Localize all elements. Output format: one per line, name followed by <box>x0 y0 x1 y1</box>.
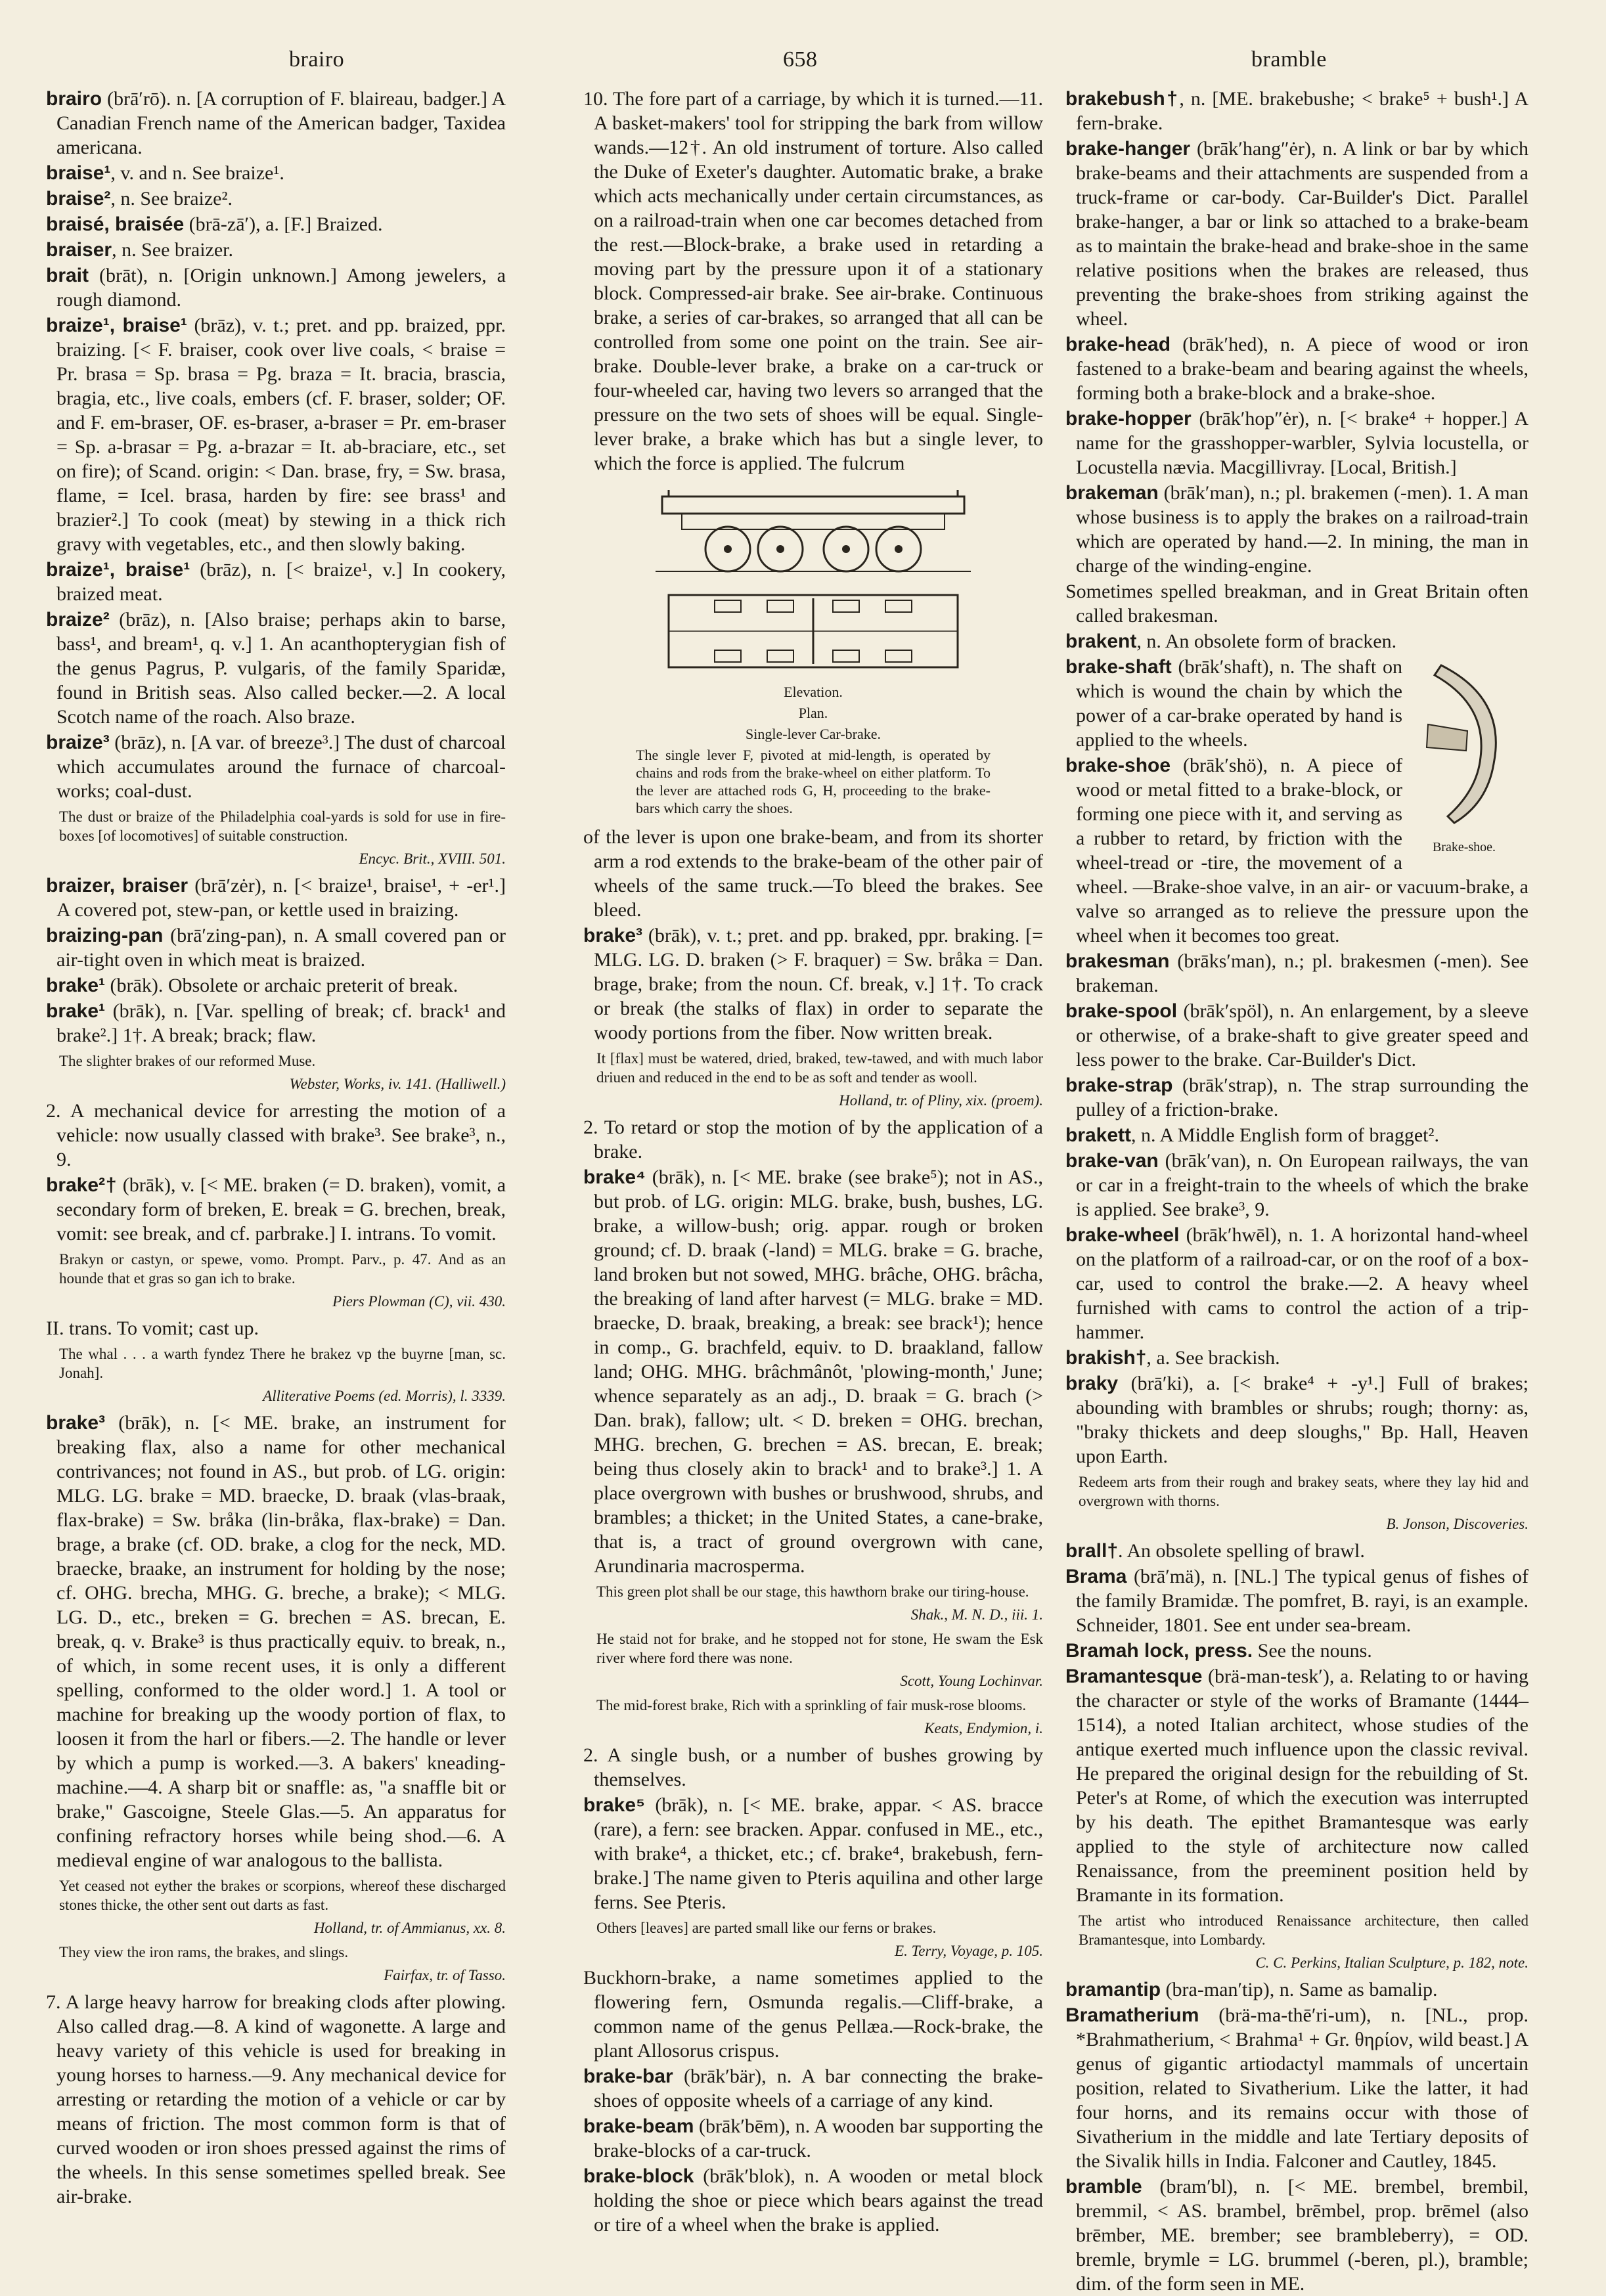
headword: brake-strap <box>1065 1074 1173 1096</box>
quotation: The whal . . . a warth fyndez There he brakez vp the buyrne [man, sc. Jonah]. <box>59 1346 506 1381</box>
headword: brake-bar <box>583 2065 673 2087</box>
definition-text: , n. [ME. brakebushe; < brake⁵ + bush¹.] A fern-brake. <box>1076 88 1528 134</box>
definition-text: (bram′bl), n. [< ME. brembel, brembil, bremmil, < AS. brambel, brēmbel, prop. brēmel (also brēmber, ME. brember; see brambleberry), = OD. bremle, brymle = LG. brummel (-beren, pl.), bramble; dim. of the form seen in ME. <box>1076 2176 1528 2295</box>
definition-text: , a. See brackish. <box>1146 1347 1280 1369</box>
citation: Shak., M. N. D., iii. 1. <box>910 1606 1043 1623</box>
dictionary-entry <box>1065 579 1528 628</box>
dictionary-entry <box>1065 407 1528 479</box>
dictionary-entry <box>1065 1073 1528 1122</box>
dictionary-entry <box>1065 481 1528 578</box>
definition-text: (brāk′hed), n. A piece of wood or iron fastened to a brake-beam and bearing against the wheels, forming both a brake-block and a brake-shoe. <box>1076 334 1528 404</box>
definition-text: , v. and n. See braize¹. <box>110 162 284 184</box>
dictionary-entry <box>46 999 506 1048</box>
dictionary-entry <box>46 973 506 998</box>
definition-text: (brā′zing-pan), n. A small covered pan or air-tight oven in which meat is braized. <box>56 925 506 971</box>
headword: brake-spool <box>1065 1000 1178 1022</box>
citation: Alliterative Poems (ed. Morris), l. 3339. <box>263 1388 506 1404</box>
dictionary-entry <box>1065 1539 1528 1563</box>
definition-text: (brä-man-tesk′), a. Relating to or having the character or style of the works of Bramante (1444–1514), a noted Italian architect, whose studies of the antique exerted much influence upon the classic revival. He prepared the original design for the rebuilding of St. Peter's at Rome, of which the execution was interrupted by his death. The epithet Bramantesque was early applied to the style of architecture now called Renaissance, from the preeminent position held by Bramante in its formation. <box>1076 1666 1528 1906</box>
quotation: It [flax] must be watered, dried, braked, tew-tawed, and with much labor driuen and reduced in the end to be as soft and tender as wooll. <box>596 1050 1043 1086</box>
headword: brake-van <box>1065 1150 1159 1172</box>
quotation: The artist who introduced Renaissance architecture, then called Bramantesque, into Lombardy. <box>1079 1912 1528 1948</box>
definition-text: (brāk′bär), n. A bar connecting the brake-shoes of opposite wheels of a carriage of any kind. <box>594 2065 1043 2111</box>
headword: Bramantesque <box>1065 1666 1203 1687</box>
column-left <box>46 87 506 2207</box>
dictionary-entry <box>1065 332 1528 405</box>
definition-text: (brā′zėr), n. [< braize¹, braise¹, + -er¹.] A covered pot, stew-pan, or kettle used in braizing. <box>56 875 506 921</box>
citation: Fairfax, tr. of Tasso. <box>384 1967 506 1983</box>
dictionary-entry <box>46 873 506 922</box>
citation: B. Jonson, Discoveries. <box>1386 1516 1528 1532</box>
headword: brake-hanger <box>1065 138 1191 160</box>
headword: brake-hopper <box>1065 408 1192 430</box>
dictionary-entry <box>583 1165 1043 1578</box>
headword: brakebush† <box>1065 88 1180 110</box>
headword: braize² <box>46 609 110 630</box>
headword: braizing-pan <box>46 925 164 946</box>
dictionary-entry <box>583 923 1043 1045</box>
dictionary-entry <box>1065 1564 1528 1637</box>
headword: brake²† <box>46 1174 118 1196</box>
headword: brakeman <box>1065 482 1159 504</box>
dictionary-entry <box>46 87 506 160</box>
definition-text: See the nouns. <box>1253 1640 1372 1662</box>
definition-text: (brā′rō). n. [A corruption of F. blaireau, badger.] A Canadian French name of the American badger, Taxidea americana. <box>56 88 506 158</box>
quotation: Redeem arts from their rough and brakey seats, where they lay hid and overgrown with thorns. <box>1079 1474 1528 1509</box>
citation: Scott, Young Lochinvar. <box>900 1673 1043 1689</box>
definition-text: of the lever is upon one brake-beam, and from its shorter arm a rod extends to the brake-beam of the other pair of wheels of the same truck.—To bleed the brakes. See bleed. <box>583 826 1043 921</box>
dictionary-entry <box>1065 1371 1528 1468</box>
brake-shoe-caption: Brake-shoe. <box>1432 840 1496 854</box>
headword: brake-beam <box>583 2115 694 2137</box>
running-head-right: bramble <box>1251 47 1327 72</box>
dictionary-entry <box>46 558 506 606</box>
headword: braky <box>1065 1373 1119 1394</box>
headword: brairo <box>46 88 102 110</box>
headword: braize³ <box>46 732 110 753</box>
headword: brake-wheel <box>1065 1224 1180 1246</box>
definition-text: (brāk′shaft), n. The shaft on which is wound the chain by which the power of a car-brake operated by hand is applied to the wheels. <box>1076 656 1402 751</box>
definition-text: (brā-zā′), a. [F.] Braized. <box>184 213 383 235</box>
definition-text: (brāk), n. [< ME. brake, an instrument for breaking flax, also a name for other mechanical contrivances; not found in AS., but prob. of LG. origin: MLG. LG. brake = MD. braecke, D. braak (vlas-braak, flax-brake) = Sw. bråka (lin-bråka, flax-brake) = Dan. brage, a brake (cf. OD. brake, a clog for the neck, MD. braecke, braake, an instrument for holding by the nose; cf. OHG. brecha, MHG. G. breche, a brake); < MLG. LG. D., etc., breken = G. brechen = AS. brecan, E. break, q. v. Brake³ is thus practically equiv. to break, n., of which, in some recent uses, it is only a different spelling, conformed to the older word.] 1. A tool or machine for breaking up the woody portion of flax, to loosen it from the harl or fibers.—2. The handle or lever by which a pump is worked.—3. A bakers' kneading-machine.—4. A sharp bit or snaffle: as, "a snaffle bit or brake," Gascoigne, Steele Glas.—5. An apparatus for confining refractory horses while being shod.—6. A medieval engine of war analogous to the ballista. <box>56 1412 506 1871</box>
headword: brake³ <box>46 1412 106 1434</box>
figure-caption: Single-lever Car-brake. <box>745 726 881 742</box>
headword: braisé, braisée <box>46 213 185 235</box>
headword: brall† <box>1065 1540 1119 1562</box>
definition-text: (brāt), n. [Origin unknown.] Among jewelers, a rough diamond. <box>56 265 506 311</box>
headword: Bramah lock, press. <box>1065 1640 1253 1662</box>
dictionary-entry <box>1065 999 1528 1072</box>
citation: C. C. Perkins, Italian Sculpture, p. 182, note. <box>1255 1954 1528 1971</box>
definition-text: . An obsolete spelling of brawl. <box>1118 1540 1365 1562</box>
definition-text: 2. To retard or stop the motion of by the application of a brake. <box>583 1116 1043 1162</box>
definition-text: (brā′mä), n. [NL.] The typical genus of fishes of the family Bramidæ. The pomfret, B. rayi, is an example. Schneider, 1801. See ent under sea-bream. <box>1076 1566 1528 1636</box>
dictionary-entry <box>46 161 506 185</box>
headword: brake¹ <box>46 1000 106 1022</box>
definition-text: (brāz), n. [A var. of breeze³.] The dust of charcoal which accumulates around the furnace of charcoal-works; coal-dust. <box>56 732 506 802</box>
definition-text: (brāk′hang″ėr), n. A link or bar by which brake-beams and their attachments are suspended from a truck-frame or car-body. Car-Builder's Dict. Parallel brake-hanger, a bar or link so attached to a brake-beam as to maintain the brake-head and brake-shoe in the same relative positions when the brakes are released, thus preventing the brake-shoes from striking against the wheel. <box>1076 138 1528 330</box>
figure-elevation-label: Elevation. <box>784 684 843 700</box>
headword: braizer, braiser <box>46 875 189 896</box>
dictionary-entry <box>46 238 506 262</box>
brake-shoe-illustration <box>1415 659 1513 829</box>
quotation: The dust or braize of the Philadelphia coal-yards is sold for use in fire-boxes [of locomotives] of suitable construction. <box>59 808 506 844</box>
dictionary-entry <box>46 607 506 729</box>
dictionary-entry <box>1065 1123 1528 1147</box>
definition-text: 7. A large heavy harrow for breaking clods after plowing. Also called drag.—8. A kind of wagonette. A large and heavy variety of this vehicle is used for breaking in young horses to harness.—9. Any mechanical device for arresting or retarding the motion of a vehicle or car by means of friction. The most common form is that of curved wooden or iron shoes pressed against the rims of the wheels. In this sense sometimes spelled break. See air-brake. <box>46 1991 506 2207</box>
quotation: This green plot shall be our stage, this hawthorn brake our tiring-house. <box>596 1583 1029 1600</box>
dictionary-entry <box>46 263 506 312</box>
headword: braise² <box>46 188 111 210</box>
definition-text: (brāz), n. [Also braise; perhaps akin to barse, bass¹, and bream¹, q. v.] 1. An acanthopterygian fish of the genus Pagrus, P. vulgaris, of the family Sparidæ, found in British seas. Also called becker.—2. A local Scotch name of the roach. Also braze. <box>56 609 506 728</box>
dictionary-entry <box>46 923 506 972</box>
running-head-left: brairo <box>289 47 345 72</box>
dictionary-entry <box>46 212 506 236</box>
headword: brake-head <box>1065 334 1171 355</box>
definition-text: (brāk′man), n.; pl. brakemen (-men). 1. A man whose business is to apply the brakes on a railroad-train which are operated by hand.—2. In mining, the man in charge of the winding-engine. <box>1076 482 1528 577</box>
headword: bramble <box>1065 2176 1142 2197</box>
dictionary-entry <box>1065 2175 1528 2296</box>
dictionary-entry <box>583 1793 1043 1914</box>
quotation: The slighter brakes of our reformed Muse. <box>59 1053 316 1069</box>
headword: brake-shaft <box>1065 656 1172 678</box>
citation: Holland, tr. of Ammianus, xx. 8. <box>313 1920 506 1936</box>
definition-text: 10. The fore part of a carriage, by which it is turned.—11. A basket-makers' tool for stripping the bark from willow wands.—12†. An old instrument of torture. Also called the Duke of Exeter's daughter. Automatic brake, a brake which acts mechanically under certain circumstances, as on a railroad-train when one car becomes detached from the rest.—Block-brake, a brake used in retarding a moving part by the pressure upon it of a stationary block. Compressed-air brake. See air-brake. Continuous brake, a series of car-brakes, so arranged that all can be controlled from some one point on the train. See air-brake. Double-lever brake, a brake on a car-truck or four-wheeled car, having two levers so arranged that the pressure on the two sets of shoes will be equal. Single-lever brake, a brake which has but a single lever, to which the force is applied. The fulcrum <box>583 88 1043 474</box>
headword: brake¹ <box>46 975 106 996</box>
dictionary-entry <box>1065 1639 1528 1663</box>
dictionary-entry <box>1065 1977 1528 2002</box>
headword: brake-shoe <box>1065 755 1171 776</box>
definition-text: (brāk′van), n. On European railways, the van or car in a freight-train to the wheels of which the brake is applied. See brake³, 9. <box>1076 1150 1528 1220</box>
dictionary-entry <box>1065 2003 1528 2173</box>
definition-text: (brāk), v. t.; pret. and pp. braked, ppr. braking. [= MLG. LG. D. braken (> F. braquer) = Sw. bråka = Dan. brage, brake; from the noun. Cf. break, v.] 1†. To crack or break (the stalks of flax) in order to separate the woody portions from the fiber. Now written break. <box>594 925 1043 1044</box>
definition-text: (brāk′bēm), n. A wooden bar supporting the brake-blocks of a car-truck. <box>594 2115 1043 2161</box>
definition-text: (brāk′shö), n. A piece of wood or metal fitted to a brake-block, or forming one piece with it, and serving as a rubber to retard, by friction with the wheel-tread or -tire, the movement of a wheel. —Brake-shoe valve, in an air- or vacuum-brake, a valve so arranged as to relieve the pressure upon the wheel when it becomes too great. <box>1076 755 1528 946</box>
dictionary-entry <box>46 1316 506 1340</box>
citation: Webster, Works, iv. 141. (Halliwell.) <box>289 1076 506 1092</box>
definition-text: 2. A single bush, or a number of bushes growing by themselves. <box>583 1744 1043 1790</box>
definition-text: (brāk). Obsolete or archaic preterit of break. <box>105 975 458 996</box>
definition-text: (bra-man′tip), n. Same as bamalip. <box>1161 1979 1438 2000</box>
definition-text: (brā′ki), a. [< brake⁴ + -y¹.] Full of brakes; abounding with brambles or shrubs; rough; thorny: as, "braky thickets and deep sloughs," Bp. Hall, Heaven upon Earth. <box>1076 1373 1528 1467</box>
headword: Brama <box>1065 1566 1127 1587</box>
definition-text: 2. A mechanical device for arresting the motion of a vehicle: now usually classed with brake³. See brake³, n., 9. <box>46 1100 506 1170</box>
definition-text: , n. A Middle English form of bragget². <box>1131 1124 1439 1146</box>
dictionary-entry <box>1065 1346 1528 1370</box>
definition-text: (brāk), n. [< ME. brake, appar. < AS. bracce (rare), a fern: see bracken. Appar. confused in ME., etc., with brake⁴, a thicket, etc.; cf. brake⁴, brakebush, fern-brake.] The name given to Pteris aquilina and other large ferns. See Pteris. <box>594 1794 1043 1913</box>
dictionary-entry <box>46 1173 506 1246</box>
definition-text: (brāk), n. [Var. spelling of break; cf. brack¹ and brake².] 1†. A break; brack; flaw. <box>56 1000 506 1046</box>
citation: Piers Plowman (C), vii. 430. <box>332 1293 506 1310</box>
definition-text: (brāk′hop″ėr), n. [< brake⁴ + hopper.] A name for the grasshopper-warbler, Sylvia locustella, or Locustella nævia. Macgillivray. [Local, British.] <box>1076 408 1528 478</box>
dictionary-entry <box>583 1115 1043 1164</box>
figure-plan-label: Plan. <box>798 705 828 721</box>
headword: Bramatherium <box>1065 2004 1199 2026</box>
dictionary-entry <box>46 1411 506 1872</box>
quotation: Yet ceased not eyther the brakes or scorpions, whereof these discharged stones thicke, the other sent out darts as fast. <box>59 1878 506 1913</box>
definition-text: , n. See braize². <box>110 188 233 210</box>
dictionary-entry <box>583 2114 1043 2163</box>
definition-text: (brāk′hwēl), n. 1. A horizontal hand-wheel on the platform of a railroad-car, or on the roof of a box-car, used to control the brake.—2. A heavy wheel furnished with cams to control the action of a trip-hammer. <box>1076 1224 1528 1343</box>
definition-text: (brä-ma-thē′ri-um), n. [NL., prop. *Brahmatherium, < Brahma¹ + Gr. θηρίον, wild beast.] A genus of gigantic artiodactyl mammals of uncertain position, related to Sivatherium. Like the latter, it had four horns, and its remains occur with those of Sivatherium in the middle and late Tertiary deposits of the Sivalik hills in India. Falconer and Cautley, 1845. <box>1076 2004 1528 2172</box>
figure-note: The single lever F, pivoted at mid-length, is operated by chains and rods from the brake-wheel on either platform. To the lever are attached rods G, H, proceeding to the brake-bars which carry the shoes. <box>636 747 991 816</box>
headword: brakett <box>1065 1124 1132 1146</box>
dictionary-entry <box>583 1743 1043 1792</box>
definition-text: (brāk′blok), n. A wooden or metal block holding the shoe or piece which bears against the tread or tire of a wheel when the brake is applied. <box>594 2165 1043 2236</box>
citation: Encyc. Brit., XVIII. 501. <box>359 850 506 867</box>
dictionary-entry <box>46 1990 506 2209</box>
car-brake-diagram <box>642 483 984 680</box>
dictionary-entry <box>1065 1223 1528 1344</box>
definition-text: (brāks′man), n.; pl. brakesmen (-men). See brakeman. <box>1076 950 1528 996</box>
citation: Keats, Endymion, i. <box>924 1720 1043 1736</box>
dictionary-entry <box>1065 949 1528 998</box>
dictionary-entry <box>46 730 506 803</box>
headword: braize¹, braise¹ <box>46 315 187 336</box>
headword: braiser <box>46 239 112 261</box>
dictionary-entry <box>1065 87 1528 135</box>
definition-text: Buckhorn-brake, a name sometimes applied to the flowering fern, Osmunda regalis.—Cliff-brake, a common name of the genus Pellæa.—Rock-brake, the plant Allosorus crispus. <box>583 1967 1043 2062</box>
quotation: The mid-forest brake, Rich with a sprinkling of fair musk-rose blooms. <box>596 1697 1027 1713</box>
dictionary-entry <box>1065 1664 1528 1907</box>
headword: brakent <box>1065 630 1137 652</box>
headword: brake-block <box>583 2165 694 2187</box>
dictionary-entry <box>1065 1149 1528 1222</box>
dictionary-entry <box>583 1966 1043 2063</box>
column-right <box>1065 87 1528 2295</box>
headword: braize¹, braise¹ <box>46 559 190 581</box>
dictionary-entry <box>583 825 1043 922</box>
quotation: Brakyn or castyn, or spewe, vomo. Prompt. Parv., p. 47. And as an hounde that et gras so gan ich to brake. <box>59 1251 506 1287</box>
headword: bramantip <box>1065 1979 1161 2000</box>
definition-text: (brāk′strap), n. The strap surrounding the pulley of a friction-brake. <box>1076 1074 1528 1120</box>
dictionary-entry <box>583 87 1043 475</box>
car-brake-figure <box>636 483 991 817</box>
page-number: 658 <box>783 47 818 72</box>
definition-text: , n. An obsolete form of bracken. <box>1136 630 1397 652</box>
headword: brake⁵ <box>583 1794 646 1816</box>
brake-shoe-figure <box>1410 659 1528 856</box>
dictionary-entry <box>583 2064 1043 2113</box>
quotation: They view the iron rams, the brakes, and slings. <box>59 1944 349 1960</box>
dictionary-entry <box>46 1099 506 1172</box>
quotation: He staid not for brake, and he stopped not for stone, He swam the Esk river where ford there was none. <box>596 1631 1043 1666</box>
headword: brakesman <box>1065 950 1170 972</box>
definition-text: (brāz), n. [< braize¹, v.] In cookery, braized meat. <box>56 559 506 605</box>
headword: brake⁴ <box>583 1166 646 1188</box>
headword: brake³ <box>583 925 643 946</box>
definition-text: Sometimes spelled breakman, and in Great Britain often called brakesman. <box>1065 581 1528 627</box>
definition-text: II. trans. To vomit; cast up. <box>46 1317 259 1339</box>
definition-text: (brāk′spöl), n. An enlargement, by a sleeve or otherwise, of a brake-shaft to give greater speed and less power to the brake. Car-Builder's Dict. <box>1076 1000 1528 1071</box>
citation: Holland, tr. of Pliny, xix. (proem). <box>839 1092 1043 1109</box>
definition-text: (brāk), v. [< ME. braken (= D. braken), vomit, a secondary form of breken, E. break = G. brechen, break, vomit: see break, and cf. parbrake.] I. intrans. To vomit. <box>56 1174 506 1245</box>
quotation: Others [leaves] are parted small like our ferns or brakes. <box>596 1920 937 1936</box>
dictionary-entry <box>1065 629 1528 653</box>
headword: braise¹ <box>46 162 111 184</box>
dictionary-entry <box>1065 137 1528 331</box>
dictionary-entry <box>46 187 506 211</box>
headword: brait <box>46 265 89 286</box>
headword: brakish† <box>1065 1347 1147 1369</box>
dictionary-entry <box>46 313 506 556</box>
citation: E. Terry, Voyage, p. 105. <box>895 1943 1043 1959</box>
definition-text: (brāz), v. t.; pret. and pp. braized, ppr. braizing. [< F. braiser, cook over live coals, < braise = Pr. brasa = Sp. brasa = Pg. braza = It. bracia, brascia, bragia, etc., live coals, embers (cf. F. braser, solder; OF. and F. em-braser, OF. es-braser, a-braser = Pr. em-braser = Sp. a-brasar = Pg. a-brazar = It. ab-braciare, etc., set on fire); of Scand. origin: < Dan. brase, fry, = Sw. brasa, flame, = Icel. brasa, harden by fire: see brass¹ and brazier².] To cook (meat) by stewing in a thick rich gravy with vegetables, etc., and then slowly baking. <box>56 315 506 555</box>
definition-text: , n. See braizer. <box>112 239 233 261</box>
definition-text: (brāk), n. [< ME. brake (see brake⁵); not in AS., but prob. of LG. origin: MLG. brake, bush, bushes, LG. brake, a willow-bush; orig. appar. rough or broken ground; cf. D. braak (-land) = MLG. brake = G. brache, land broken but not sowed, MHG. brâche, OHG. brâcha, the breaking of land after harvest (= MLG. brake = MD. braecke, D. braak, breaking, a break: see brack¹); hence in comp., G. brachfeld, equiv. to D. braakland, fallow land; OHG. MHG. brâchmânôt, 'plowing-month,' June; whence separately as an adj., D. braak = G. brach (> Dan. brak), fallow; ult. < D. breken = OHG. brechan, MHG. brechen, G. brechen = AS. brecan, E. break; being thus closely akin to brack¹ and to brake³.] 1. A place overgrown with bushes or brushwood, shrubs, and brambles; a thicket; in the United States, a cane-brake, that is, a tract of ground overgrown with cane, Arundinaria macrosperma. <box>594 1166 1043 1577</box>
column-middle <box>583 87 1043 2236</box>
dictionary-entry <box>583 2164 1043 2237</box>
